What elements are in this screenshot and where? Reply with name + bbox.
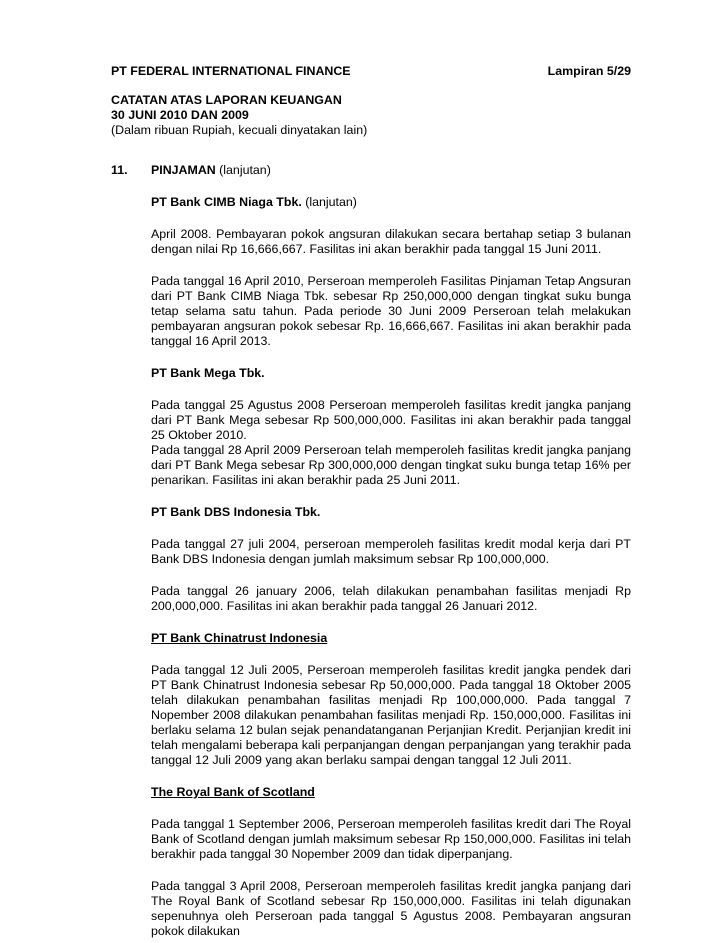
document-title: CATATAN ATAS LAPORAN KEUANGAN	[111, 93, 342, 107]
document-unit-note: (Dalam ribuan Rupiah, kecuali dinyatakan lain)	[111, 123, 368, 137]
rbs-paragraph-1: Pada tanggal 1 September 2006, Perseroan memperoleh fasilitas kredit dari The Royal Bank of Scotland dengan jumlah maksimum sebesar Rp 150,000,000. Fasilitas ini telah berakhir pada tanggal 30 Nopember 2009 dan tidak diperpanjang.	[151, 817, 631, 861]
cimb-heading-text: PT Bank CIMB Niaga Tbk.	[151, 195, 302, 209]
dbs-heading: PT Bank DBS Indonesia Tbk.	[151, 505, 321, 519]
section-heading	[151, 163, 631, 178]
page-reference: Lampiran 5/29	[547, 64, 631, 78]
chinatrust-heading: PT Bank Chinatrust Indonesia	[151, 631, 328, 645]
chinatrust-paragraph-1: Pada tanggal 12 Juli 2005, Perseroan memperoleh fasilitas kredit jangka pendek dari PT Bank Chinatrust Indonesia sebesar Rp 50,000,000. Pada tanggal 18 Oktober 2005 telah dilakukan penambahan fasilitas menjadi Rp 100,000,000. Pada tanggal 7 Nopember 2008 dilakukan penambahan fasilitas menjadi Rp. 150,000,000. Fasilitas ini berlaku selama 12 bulan sejak penandatanganan Perjanjian Kredit. Perjanjian kredit ini telah mengalami beberapa kali perpanjangan dengan perpanjangan yang terakhir pada tanggal 12 Juli 2009 yang akan berlaku sampai dengan tanggal 12 Juli 2011.	[151, 663, 631, 767]
cimb-paragraph-1: April 2008. Pembayaran pokok angsuran dilakukan secara bertahap setiap 3 bulanan dengan nilai Rp 16,666,667. Fasilitas ini akan berakhir pada tanggal 15 Juni 2011.	[151, 227, 631, 256]
document-period: 30 JUNI 2010 DAN 2009	[111, 108, 249, 122]
rbs-heading: The Royal Bank of Scotland	[151, 785, 315, 799]
document-title-block	[111, 93, 367, 138]
company-name: PT FEDERAL INTERNATIONAL FINANCE	[111, 64, 351, 78]
dbs-paragraph-1: Pada tanggal 27 juli 2004, perseroan memperoleh fasilitas kredit modal kerja dari PT Bank DBS Indonesia dengan jumlah maksimum sebsar Rp 100,000,000.	[151, 537, 631, 566]
mega-heading: PT Bank Mega Tbk.	[151, 366, 265, 380]
dbs-paragraph-2: Pada tanggal 26 january 2006, telah dilakukan penambahan fasilitas menjadi Rp 200,000,000. Fasilitas ini akan berakhir pada tanggal 26 Januari 2012.	[151, 584, 631, 613]
section-title-suffix: (lanjutan)	[215, 163, 271, 177]
rbs-paragraph-2: Pada tanggal 3 April 2008, Perseroan memperoleh fasilitas kredit jangka panjang dari The Royal Bank of Scotland sebesar Rp 150,000,000. Fasilitas ini telah digunakan sepenuhnya oleh Perseroan pada tanggal 5 Agustus 2008. Pembayaran angsuran pokok dilakukan	[151, 879, 631, 938]
cimb-heading	[151, 195, 631, 210]
section-title: PINJAMAN	[151, 163, 216, 177]
section-body	[151, 163, 631, 939]
mega-paragraph-2: Pada tanggal 28 April 2009 Perseroan telah memperoleh fasilitas kredit jangka panjang dari PT Bank Mega sebesar Rp 300,000,000 dengan tingkat suku bunga tetap 16% per penarikan. Fasilitas ini akan berakhir pada 25 Juni 2011.	[151, 443, 631, 487]
section-number: 11.	[111, 163, 128, 177]
mega-paragraph-1: Pada tanggal 25 Agustus 2008 Perseroan memperoleh fasilitas kredit jangka panjang dari PT Bank Mega sebesar Rp 500,000,000. Fasilitas ini akan berakhir pada tanggal 25 Oktober 2010.	[151, 398, 631, 442]
cimb-paragraph-2: Pada tanggal 16 April 2010, Perseroan memperoleh Fasilitas Pinjaman Tetap Angsuran dari PT Bank CIMB Niaga Tbk. sebesar Rp 250,000,000 dengan tingkat suku bunga tetap selama satu tahun. Pada periode 30 Juni 2009 Perseroan telah melakukan pembayaran angsuran pokok sebesar Rp. 16,666,667. Fasilitas ini akan berakhir pada tanggal 16 April 2013.	[151, 274, 631, 348]
page-header	[111, 64, 631, 80]
cimb-heading-suffix: (lanjutan)	[301, 195, 357, 209]
